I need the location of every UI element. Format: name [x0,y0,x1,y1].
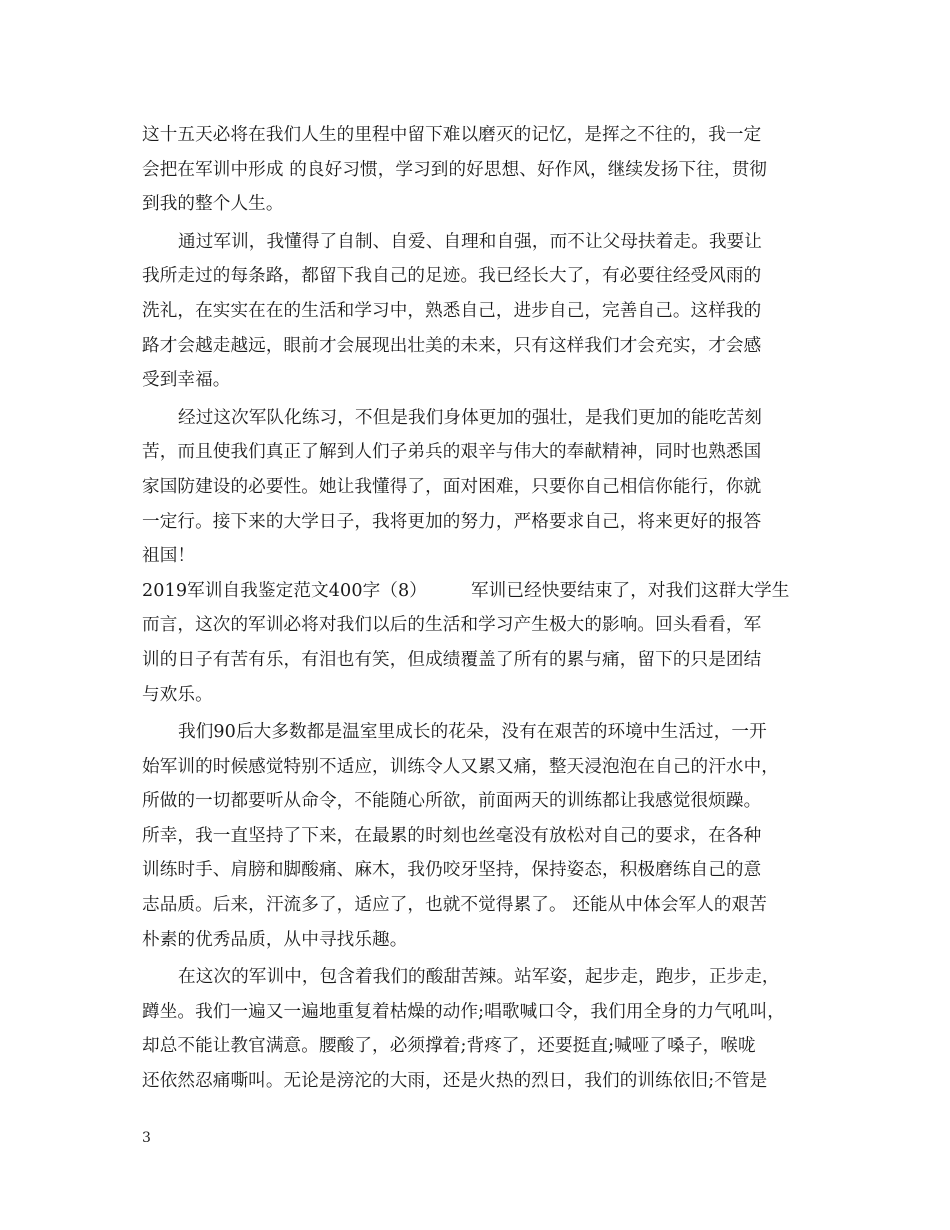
document-page [142,118,810,1099]
text-line: 这十五天必将在我们人生的里程中留下难以磨灭的记忆，是挥之不往的，我一定 [142,125,762,145]
text-segment: 军训已经快要结束了，对我们这群大学生 [470,580,790,601]
text-line: 朴素的优秀品质，从中寻找乐趣。 [142,929,408,950]
text-line: 还依然忍痛嘶叫。无论是滂沱的大雨，还是火热的烈日，我们的训练依旧;不管是 [142,1071,768,1092]
text-line: 到我的整个人生。 [142,194,284,215]
text-line: 会把在军训中形成 的良好习惯，学习到的好思想、好作风，继续发扬下往，贯彻 [142,159,767,180]
text-line: 受到幸福。 [142,370,231,391]
text-line: 祖国！ [142,546,196,567]
text-line: 所幸，我一直坚持了下来，在最累的时刻也丝毫没有放松对自己的要求，在各种 [142,825,762,846]
text-line: 我所走过的每条路，都留下我自己的足迹。我已经长大了，有必要往经受风雨的 [142,266,762,287]
paragraph-first-line: 我们90后大多数都是温室里成长的花朵，没有在艰苦的环境中生活过，一开 [178,722,767,743]
section-heading: 2019军训自我鉴定范文400字（8） [142,580,427,601]
paragraph-first-line: 在这次的军训中，包含着我们的酸甜苦辣。站军姿，起步走，跑步，正步走， [178,967,780,988]
page-number: 3 [142,1130,151,1146]
text-line: 苦，而且使我们真正了解到人们子弟兵的艰辛与伟大的奉献精神，同时也熟悉国 [142,442,762,463]
text-line: 蹲坐。我们一遍又一遍地重复着枯燥的动作;唱歌喊口令，我们用全身的力气吼叫， [142,1001,786,1022]
text-line: 家国防建设的必要性。她让我懂得了，面对困难，只要你自己相信你能行，你就 [142,476,762,497]
paragraph-first-line: 经过这次军队化练习，不但是我们身体更加的强壮，是我们更加的能吃苦刻 [178,407,762,428]
text-line: 与欢乐。 [142,684,213,705]
text-line: 却总不能让教官满意。腰酸了，必须撑着;背疼了，还要挺直;喊哑了嗓子，喉咙 [142,1036,756,1057]
text-line: 洗礼，在实实在在的生活和学习中，熟悉自己，进步自己，完善自己。这样我的 [142,300,762,321]
text-line: 所做的一切都要听从命令，不能随心所欲，前面两天的训练都让我感觉很烦躁。 [142,791,762,812]
section-heading-line [142,574,810,609]
text-line: 路才会越走越远，眼前才会展现出壮美的未来，只有这样我们才会充实，才会感 [142,335,762,356]
text-line: 始军训的时候感觉特别不适应，训练令人又累又痛，整天浸泡泡在自己的汗水中， [142,756,779,777]
text-line: 而言，这次的军训必将对我们以后的生活和学习产生极大的影响。回头看看，军 [142,615,762,636]
text-line: 志品质。后来，汗流多了，适应了，也就不觉得累了。 还能从中体会军人的艰苦 [142,895,767,916]
paragraph-first-line: 通过军训，我懂得了自制、自爱、自理和自强，而不让父母扶着走。我要让 [178,231,762,252]
text-line: 训的日子有苦有乐，有泪也有笑，但成绩覆盖了所有的累与痛，留下的只是团结 [142,649,762,670]
text-line: 一定行。接下来的大学日子，我将更加的努力，严格要求自己，将来更好的报答 [142,511,762,532]
text-line: 训练时手、肩膀和脚酸痛、麻木，我仍咬牙坚持，保持姿态，积极磨练自己的意 [142,860,762,881]
